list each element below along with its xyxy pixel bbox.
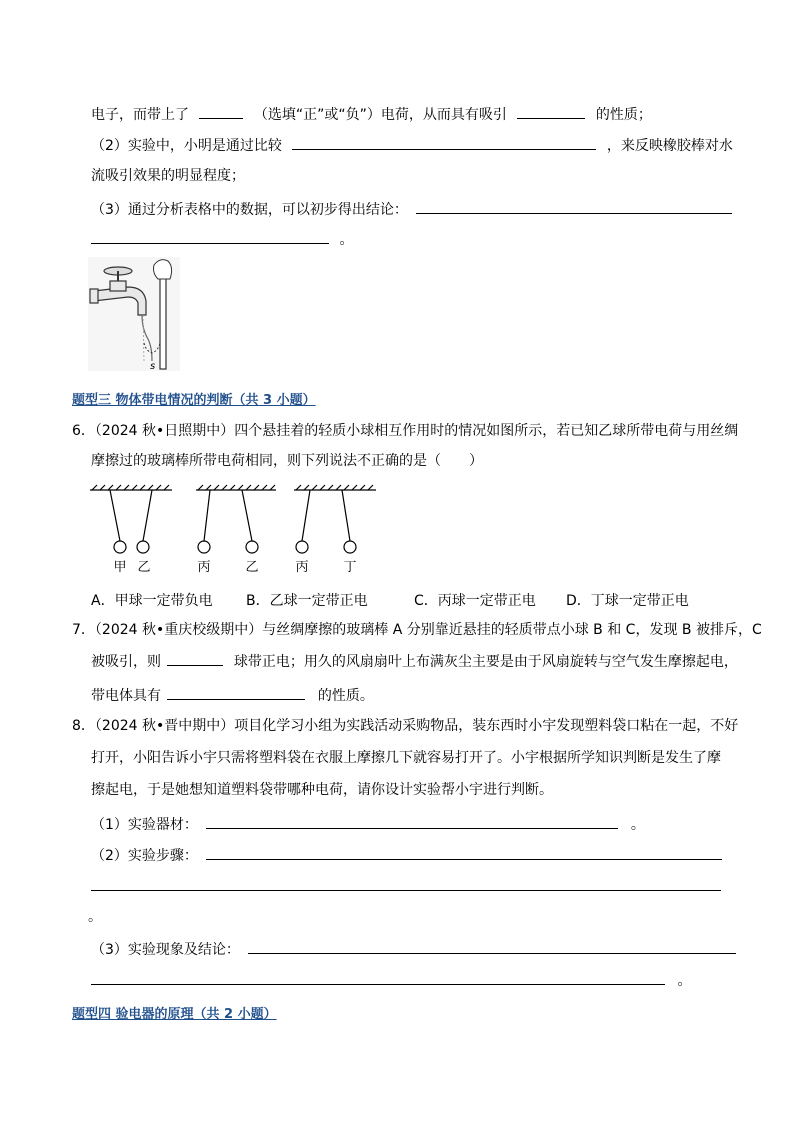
- ball-label: 丙: [197, 560, 211, 575]
- q8-line3: 擦起电，于是她想知道塑料袋带哪种电荷，请你设计实验帮小宇进行判断。: [91, 782, 553, 798]
- faucet-figure: [88, 257, 180, 371]
- q7-line1: 7．（2024 秋•重庆校级期中）与丝绸摩擦的玻璃棒 A 分别靠近悬挂的轻质带点小球 B 和 C，发现 B 被排斥，C: [72, 622, 762, 638]
- answer-blank[interactable]: [199, 104, 243, 119]
- q5-text: 的性质；: [595, 107, 652, 123]
- answer-blank[interactable]: [167, 685, 305, 700]
- q8-text: 。: [630, 817, 645, 833]
- ball-label: 甲: [113, 560, 127, 575]
- q8-text: （1）实验器材：: [91, 817, 198, 833]
- answer-blank[interactable]: [91, 876, 721, 891]
- q8-text: （2）实验步骤：: [91, 848, 198, 864]
- q5-text: 。: [339, 232, 354, 248]
- q8-text: 。: [677, 973, 692, 989]
- q8-part2-end: 。: [88, 909, 102, 925]
- option-c[interactable]: C．丙球一定带正电: [414, 593, 536, 609]
- section-heading: 题型三 物体带电情况的判断（共 3 小题）: [72, 393, 316, 408]
- q5-text: （选填“正”或“负”）电荷，从而具有吸引: [253, 107, 507, 123]
- ball-label: 丁: [343, 560, 357, 575]
- ball-jia: [114, 541, 126, 553]
- option-a[interactable]: A．甲球一定带负电: [91, 593, 213, 609]
- answer-blank[interactable]: [206, 814, 618, 829]
- ball-label: 丙: [295, 560, 309, 575]
- q7-text: 的性质。: [317, 688, 374, 704]
- q8-part1: [91, 814, 645, 835]
- hanging-balls-figure: [86, 484, 382, 576]
- answer-blank[interactable]: [167, 651, 223, 666]
- q5-part3-cont: [91, 229, 353, 250]
- q8-text: （3）实验现象及结论：: [91, 942, 240, 958]
- ball-ding: [344, 541, 356, 553]
- option-b[interactable]: B．乙球一定带正电: [246, 593, 368, 609]
- q8-part2: [91, 845, 722, 866]
- q6-line2: 摩擦过的玻璃棒所带电荷相同，则下列说法不正确的是（ ）: [91, 453, 483, 469]
- q5-text: 电子，而带上了: [91, 107, 189, 123]
- q5-part3: [91, 199, 732, 220]
- q8-part2-cont: [91, 876, 721, 897]
- q5-text: ，来反映橡胶棒对水: [606, 138, 733, 154]
- ball-label: 乙: [137, 560, 151, 575]
- q5-line1: [91, 104, 652, 125]
- option-d[interactable]: D．丁球一定带正电: [566, 593, 689, 609]
- q8-part3-cont: [91, 970, 691, 991]
- ball-bing-2: [296, 541, 308, 553]
- q5-part2: [91, 135, 733, 156]
- answer-blank[interactable]: [517, 104, 585, 119]
- answer-blank[interactable]: [292, 135, 596, 150]
- answer-blank[interactable]: [206, 845, 722, 860]
- q5-text: （2）实验中，小明是通过比较: [91, 138, 282, 154]
- q5-part2-cont: 流吸引效果的明显程度；: [91, 168, 245, 184]
- q7-line2: [91, 651, 738, 672]
- ball-yi-2: [246, 541, 258, 553]
- q7-line3: [91, 685, 374, 706]
- ball-bing: [198, 541, 210, 553]
- figure-label: s: [150, 361, 156, 371]
- q8-line1: 8．（2024 秋•晋中期中）项目化学习小组为实践活动采购物品，装东西时小宇发现塑料袋口粘在一起，不好: [72, 718, 739, 734]
- q8-line2: 打开，小阳告诉小宇只需将塑料袋在衣服上摩擦几下就容易打开了。小宇根据所学知识判断是发生了摩: [91, 750, 721, 766]
- q7-text: 带电体具有: [91, 688, 161, 704]
- answer-blank[interactable]: [91, 970, 665, 985]
- q6-line1: 6．（2024 秋•日照期中）四个悬挂着的轻质小球相互作用时的情况如图所示，若已知乙球所带电荷与用丝绸: [72, 423, 739, 439]
- section-heading: 题型四 验电器的原理（共 2 小题）: [72, 1007, 277, 1022]
- q8-part3: [91, 939, 736, 960]
- q7-text: 被吸引，则: [91, 654, 161, 670]
- answer-blank[interactable]: [91, 229, 329, 244]
- answer-blank[interactable]: [248, 939, 736, 954]
- ball-yi: [137, 541, 149, 553]
- ball-label: 乙: [245, 560, 259, 575]
- answer-blank[interactable]: [416, 199, 732, 214]
- q7-text: 球带正电；用久的风扇扇叶上布满灰尘主要是由于风扇旋转与空气发生摩擦起电，: [233, 654, 738, 670]
- q5-text: （3）通过分析表格中的数据，可以初步得出结论：: [91, 202, 408, 218]
